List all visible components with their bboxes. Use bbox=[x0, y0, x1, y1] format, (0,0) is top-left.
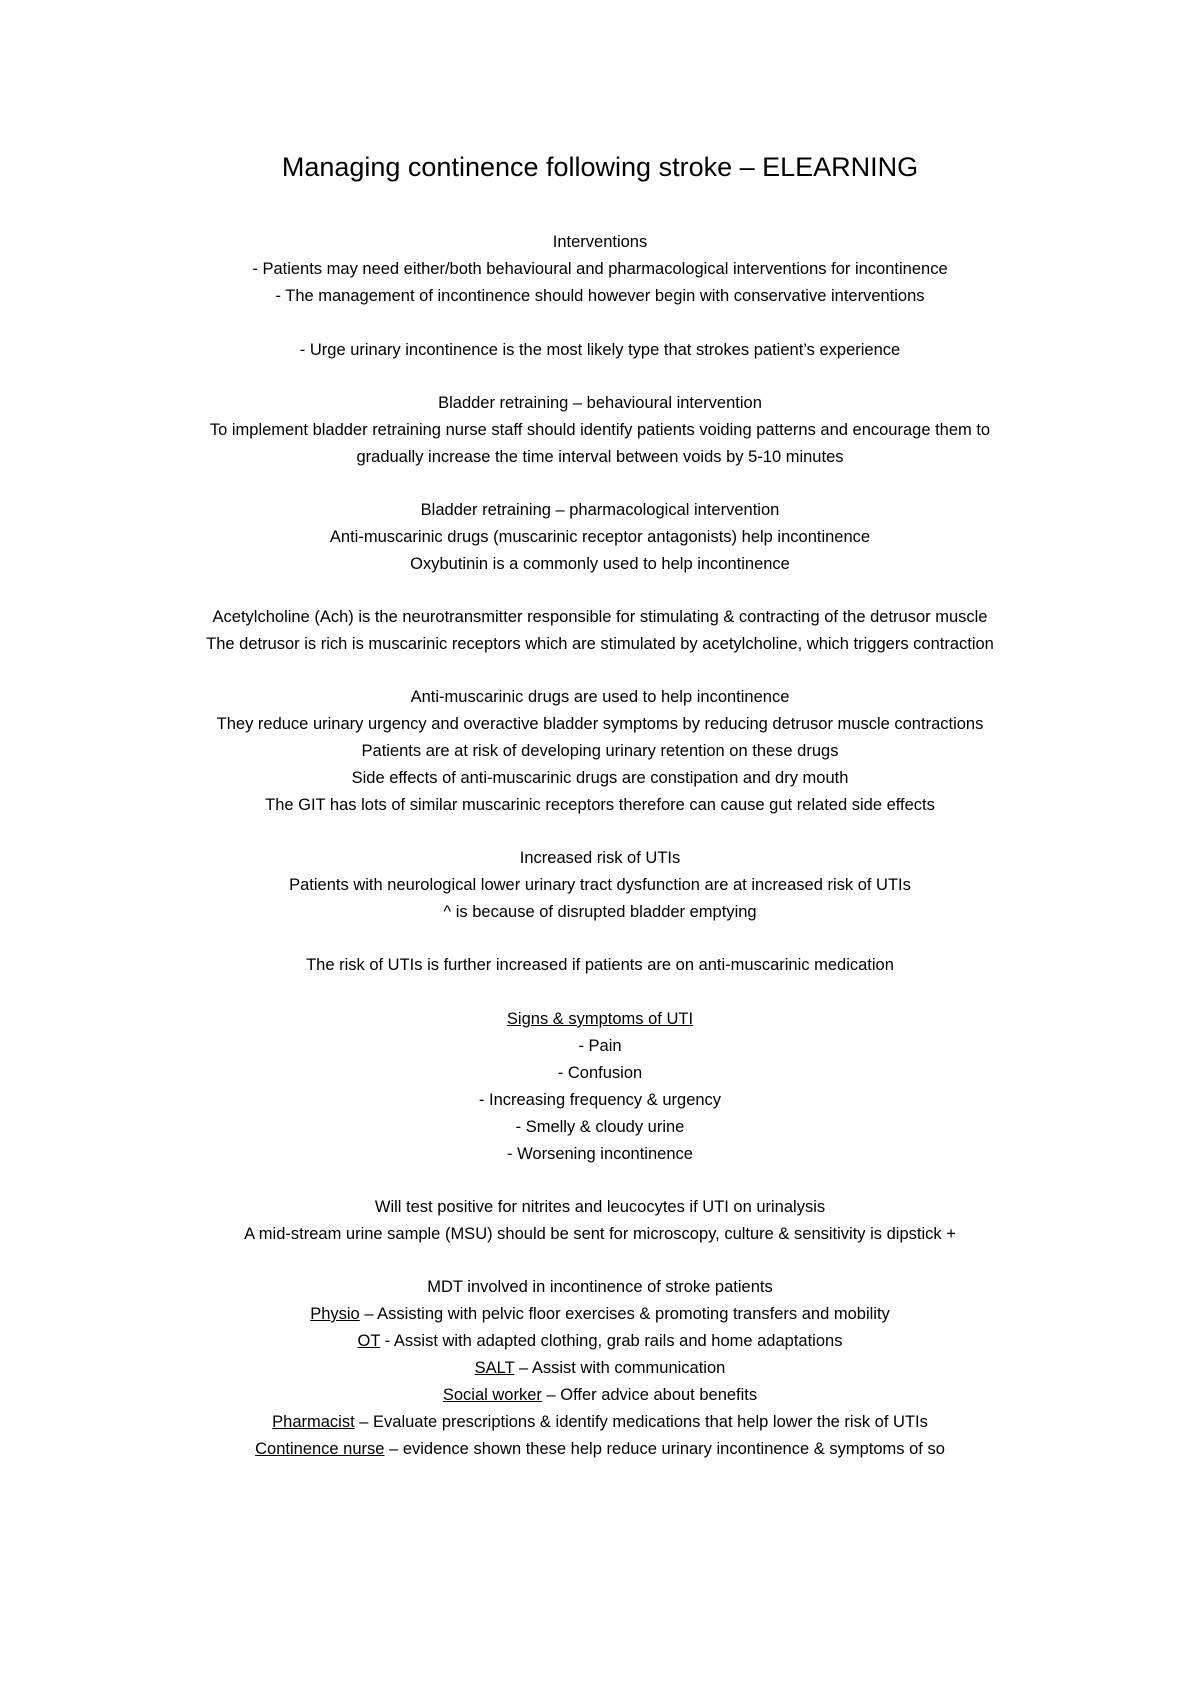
mdt-salt-label: SALT bbox=[474, 1359, 515, 1377]
mdt-social-worker bbox=[0, 1384, 1200, 1406]
interventions-line-1: - Patients may need either/both behavioural and pharmacological interventions for incontinence bbox=[252, 260, 948, 278]
ach-line-1: Acetylcholine (Ach) is the neurotransmitter responsible for stimulating & contracting of the detrusor muscle bbox=[212, 608, 988, 626]
signs-item: - Pain bbox=[578, 1037, 622, 1055]
behavioural-line-1: To implement bladder retraining nurse staff should identify patients voiding patterns and encourage them to bbox=[209, 421, 991, 439]
mdt-cont-label: Continence nurse bbox=[255, 1440, 385, 1458]
signs-item: - Smelly & cloudy urine bbox=[515, 1118, 685, 1136]
mdt-salt-text: – Assist with communication bbox=[514, 1359, 726, 1377]
behavioural-heading: Bladder retraining – behavioural intervention bbox=[438, 394, 762, 412]
antimuscarinic-line-2: Patients are at risk of developing urinary retention on these drugs bbox=[361, 742, 839, 760]
interventions-line-3: - Urge urinary incontinence is the most likely type that strokes patient’s experience bbox=[299, 341, 901, 359]
testing-line-1: Will test positive for nitrites and leucocytes if UTI on urinalysis bbox=[374, 1198, 826, 1216]
signs-item: - Worsening incontinence bbox=[507, 1145, 693, 1163]
testing-line-2: A mid-stream urine sample (MSU) should be sent for microscopy, culture & sensitivity is dipstick + bbox=[244, 1225, 956, 1243]
mdt-ot-text: - Assist with adapted clothing, grab rails and home adaptations bbox=[380, 1332, 843, 1350]
antimuscarinic-heading: Anti-muscarinic drugs are used to help incontinence bbox=[410, 688, 790, 706]
mdt-ot-label: OT bbox=[357, 1332, 381, 1350]
signs-heading-text: Signs & symptoms of UTI bbox=[506, 1010, 694, 1028]
mdt-social-label: Social worker bbox=[442, 1386, 542, 1404]
antimuscarinic-line-3: Side effects of anti-muscarinic drugs are constipation and dry mouth bbox=[351, 769, 849, 787]
mdt-physio-label: Physio bbox=[310, 1305, 360, 1323]
uti-heading: Increased risk of UTIs bbox=[519, 849, 681, 867]
mdt-continence-nurse bbox=[0, 1438, 1200, 1460]
signs-item: - Confusion bbox=[557, 1064, 643, 1082]
mdt-physio-text: – Assisting with pelvic floor exercises & promoting transfers and mobility bbox=[359, 1305, 890, 1323]
interventions-heading: Interventions bbox=[552, 233, 648, 251]
antimuscarinic-line-1: They reduce urinary urgency and overactive bladder symptoms by reducing detrusor muscle contractions bbox=[216, 715, 984, 733]
mdt-heading: MDT involved in incontinence of stroke patients bbox=[427, 1278, 773, 1296]
uti-line-3: The risk of UTIs is further increased if patients are on anti-muscarinic medication bbox=[306, 956, 894, 974]
uti-line-2: ^ is because of disrupted bladder emptying bbox=[443, 903, 757, 921]
mdt-social-text: – Offer advice about benefits bbox=[541, 1386, 758, 1404]
pharmacological-heading: Bladder retraining – pharmacological intervention bbox=[420, 501, 780, 519]
signs-heading bbox=[0, 1008, 1200, 1030]
mdt-physio bbox=[0, 1303, 1200, 1325]
page-title: Managing continence following stroke – ELEARNING bbox=[281, 152, 919, 182]
pharmacological-line-1: Anti-muscarinic drugs (muscarinic receptor antagonists) help incontinence bbox=[329, 528, 871, 546]
pharmacological-line-2: Oxybutinin is a commonly used to help incontinence bbox=[410, 555, 790, 573]
mdt-pharm-label: Pharmacist bbox=[272, 1413, 355, 1431]
signs-item: - Increasing frequency & urgency bbox=[478, 1091, 722, 1109]
antimuscarinic-line-4: The GIT has lots of similar muscarinic receptors therefore can cause gut related side effects bbox=[265, 796, 935, 814]
mdt-pharm-text: – Evaluate prescriptions & identify medications that help lower the risk of UTIs bbox=[354, 1413, 928, 1431]
behavioural-line-2: gradually increase the time interval between voids by 5-10 minutes bbox=[356, 448, 844, 466]
interventions-line-2: - The management of incontinence should however begin with conservative interventions bbox=[275, 287, 925, 305]
mdt-cont-text: – evidence shown these help reduce urinary incontinence & symptoms of so bbox=[384, 1440, 945, 1458]
mdt-salt bbox=[0, 1357, 1200, 1379]
ach-line-2: The detrusor is rich is muscarinic receptors which are stimulated by acetylcholine, which triggers contraction bbox=[206, 635, 994, 653]
mdt-ot bbox=[0, 1330, 1200, 1352]
mdt-pharmacist bbox=[0, 1411, 1200, 1433]
uti-line-1: Patients with neurological lower urinary tract dysfunction are at increased risk of UTIs bbox=[289, 876, 911, 894]
